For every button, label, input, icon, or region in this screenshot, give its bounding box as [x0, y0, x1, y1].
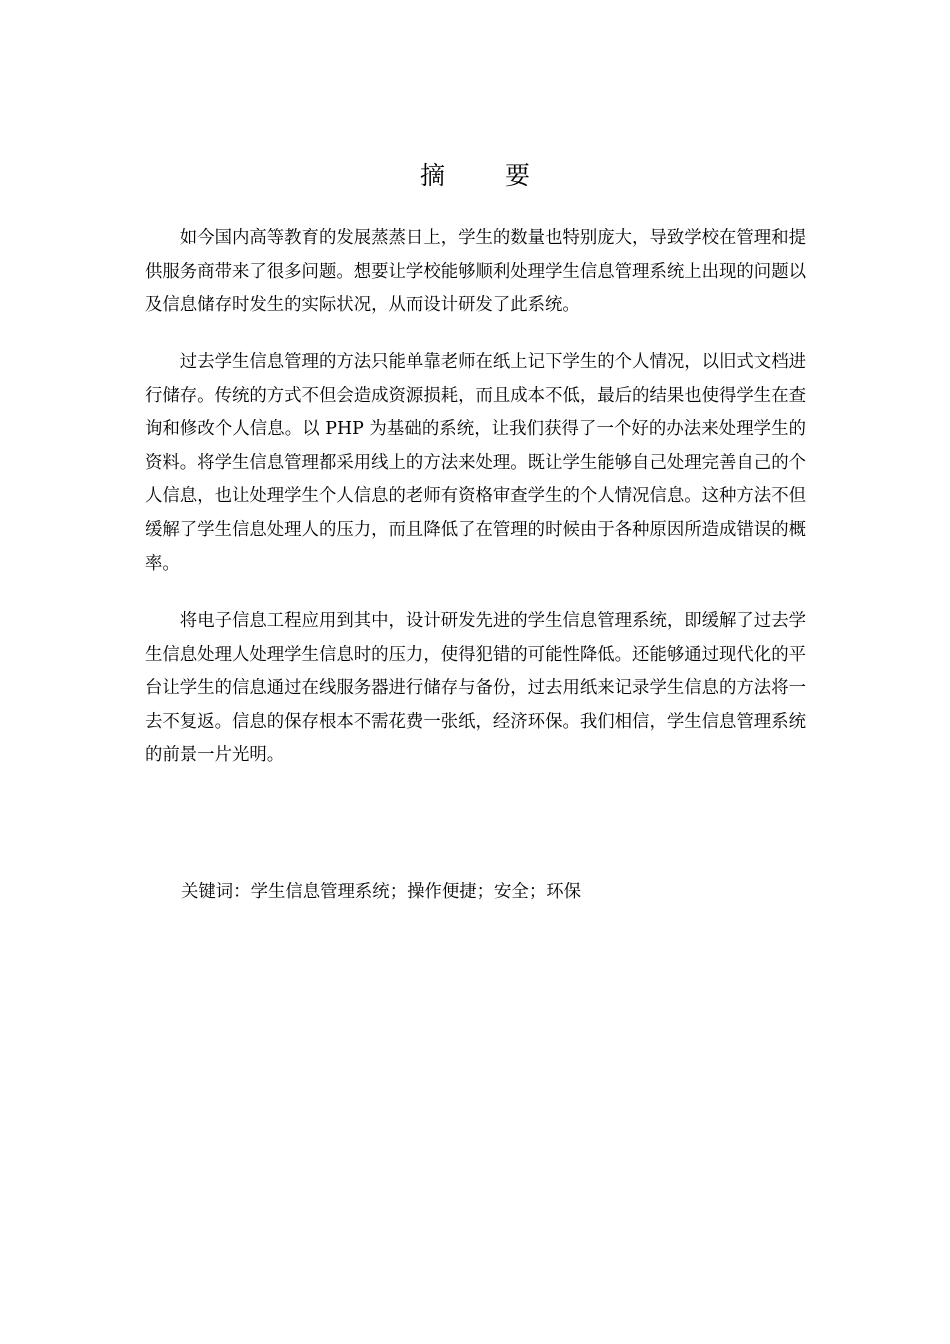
abstract-title: 摘 要: [420, 161, 556, 190]
keywords-line: 关键词：学生信息管理系统；操作便捷；安全；环保: [181, 882, 581, 902]
paragraph-text: 如今国内高等教育的发展蒸蒸日上，学生的数量也特别庞大，导致学校在管理和提供服务商带来了很多问题。想要让学校能够顺利处理学生信息管理系统上出现的问题以及信息储存时发生的实际状况，从而设计研发了此系统。: [145, 228, 806, 316]
paragraph-text: 将电子信息工程应用到其中，设计研发先进的学生信息管理系统，即缓解了过去学生信息处理人处理学生信息时的压力，使得犯错的可能性降低。还能够通过现代化的平台让学生的信息通过在线服务器进行储存与备份，过去用纸来记录学生信息的方法将一去不复返。信息的保存根本不需花费一张纸，经济环保。我们相信，学生信息管理系统的前景一片光明。: [145, 611, 806, 766]
abstract-paragraph-3: [145, 605, 806, 773]
paragraph-text: 过去学生信息管理的方法只能单靠老师在纸上记下学生的个人情况，以旧式文档进行储存。传统的方式不但会造成资源损耗，而且成本不低，最后的结果也使得学生在查询和修改个人信息。以 PHP 为基础的系统，让我们获得了一个好的办法来处理学生的资料。将学生信息管理都采用线上的方法来处理。既让学生能够自己处理完善自己的个人信息，也让处理学生个人信息的老师有资格审查学生的个人情况信息。这种方法不但缓解了学生信息处理人的压力，而且降低了在管理的时候由于各种原因所造成错误的概率。: [145, 352, 806, 574]
abstract-paragraph-1: [145, 222, 806, 323]
abstract-paragraph-2: [145, 346, 806, 581]
